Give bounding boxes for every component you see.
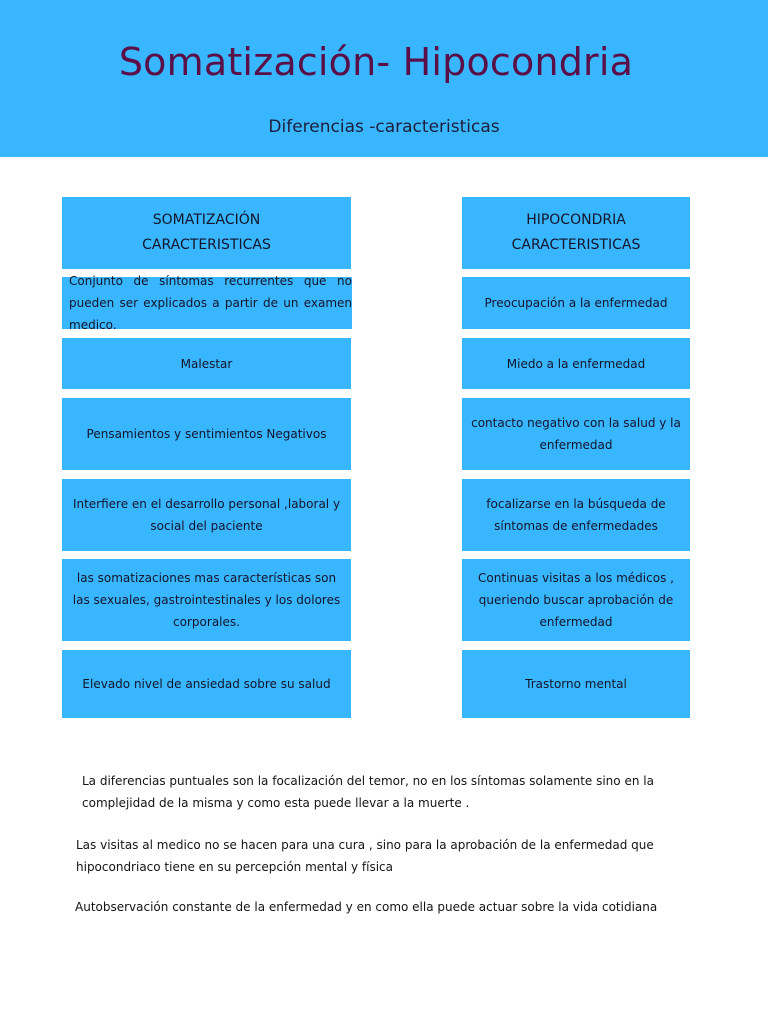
hipocondria-item-text: Preocupación a la enfermedad — [484, 296, 668, 310]
somatizacion-item — [62, 338, 351, 389]
somatizacion-item — [62, 398, 351, 470]
note-paragraph: La diferencias puntuales son la focalización del temor, no en los síntomas solamente sino en la complejidad de la misma y como esta puede llevar a la muerte . — [82, 774, 654, 810]
hipocondria-item — [462, 479, 690, 551]
header-banner — [0, 0, 768, 157]
page-subtitle: Diferencias -caracteristicas — [268, 117, 500, 137]
note-paragraph: Las visitas al medico no se hacen para una cura , sino para la aprobación de la enfermedad que hipocondriaco tiene en su percepción mental y física — [76, 838, 654, 874]
hipocondria-item-text: focalizarse en la búsqueda de síntomas de enfermedades — [486, 497, 666, 533]
hipocondria-heading-line2: CARACTERISTICAS — [511, 237, 641, 253]
hipocondria-item — [462, 559, 690, 641]
hipocondria-item-text: Trastorno mental — [525, 677, 627, 691]
somatizacion-item — [62, 559, 351, 641]
somatizacion-heading-line2: CARACTERISTICAS — [142, 237, 271, 253]
hipocondria-item — [462, 277, 690, 329]
hipocondria-item — [462, 338, 690, 389]
somatizacion-heading — [62, 197, 351, 269]
somatizacion-item-text: las somatizaciones mas características son las sexuales, gastrointestinales y los dolores corporales. — [72, 571, 341, 629]
hipocondria-item-text: Continuas visitas a los médicos , queriendo buscar aprobación de enfermedad — [478, 571, 674, 629]
somatizacion-item-text: Elevado nivel de ansiedad sobre su salud — [82, 677, 331, 691]
somatizacion-item-text: Interfiere en el desarrollo personal ,laboral y social del paciente — [72, 497, 341, 533]
hipocondria-item-text: contacto negativo con la salud y la enfermedad — [471, 416, 681, 452]
hipocondria-heading-line1: HIPOCONDRIA — [526, 212, 626, 228]
somatizacion-item-text: Malestar — [180, 356, 233, 371]
note-paragraph: Autobservación constante de la enfermedad y en como ella puede actuar sobre la vida cotidiana — [75, 900, 658, 914]
hipocondria-heading — [462, 197, 690, 269]
somatizacion-item — [62, 650, 351, 718]
hipocondria-item-text: Miedo a la enfermedad — [506, 356, 646, 371]
somatizacion-item-text: Conjunto de síntomas recurrentes que no pueden ser explicados a partir de un examen medico. — [69, 274, 352, 332]
somatizacion-item-text: Pensamientos y sentimientos Negativos — [86, 427, 327, 441]
somatizacion-item — [62, 274, 352, 332]
somatizacion-heading-line1: SOMATIZACIÓN — [152, 212, 261, 228]
somatizacion-item — [62, 479, 351, 551]
hipocondria-item — [462, 650, 690, 718]
hipocondria-item — [462, 398, 690, 470]
page-title: Somatización- Hipocondria — [118, 40, 634, 84]
